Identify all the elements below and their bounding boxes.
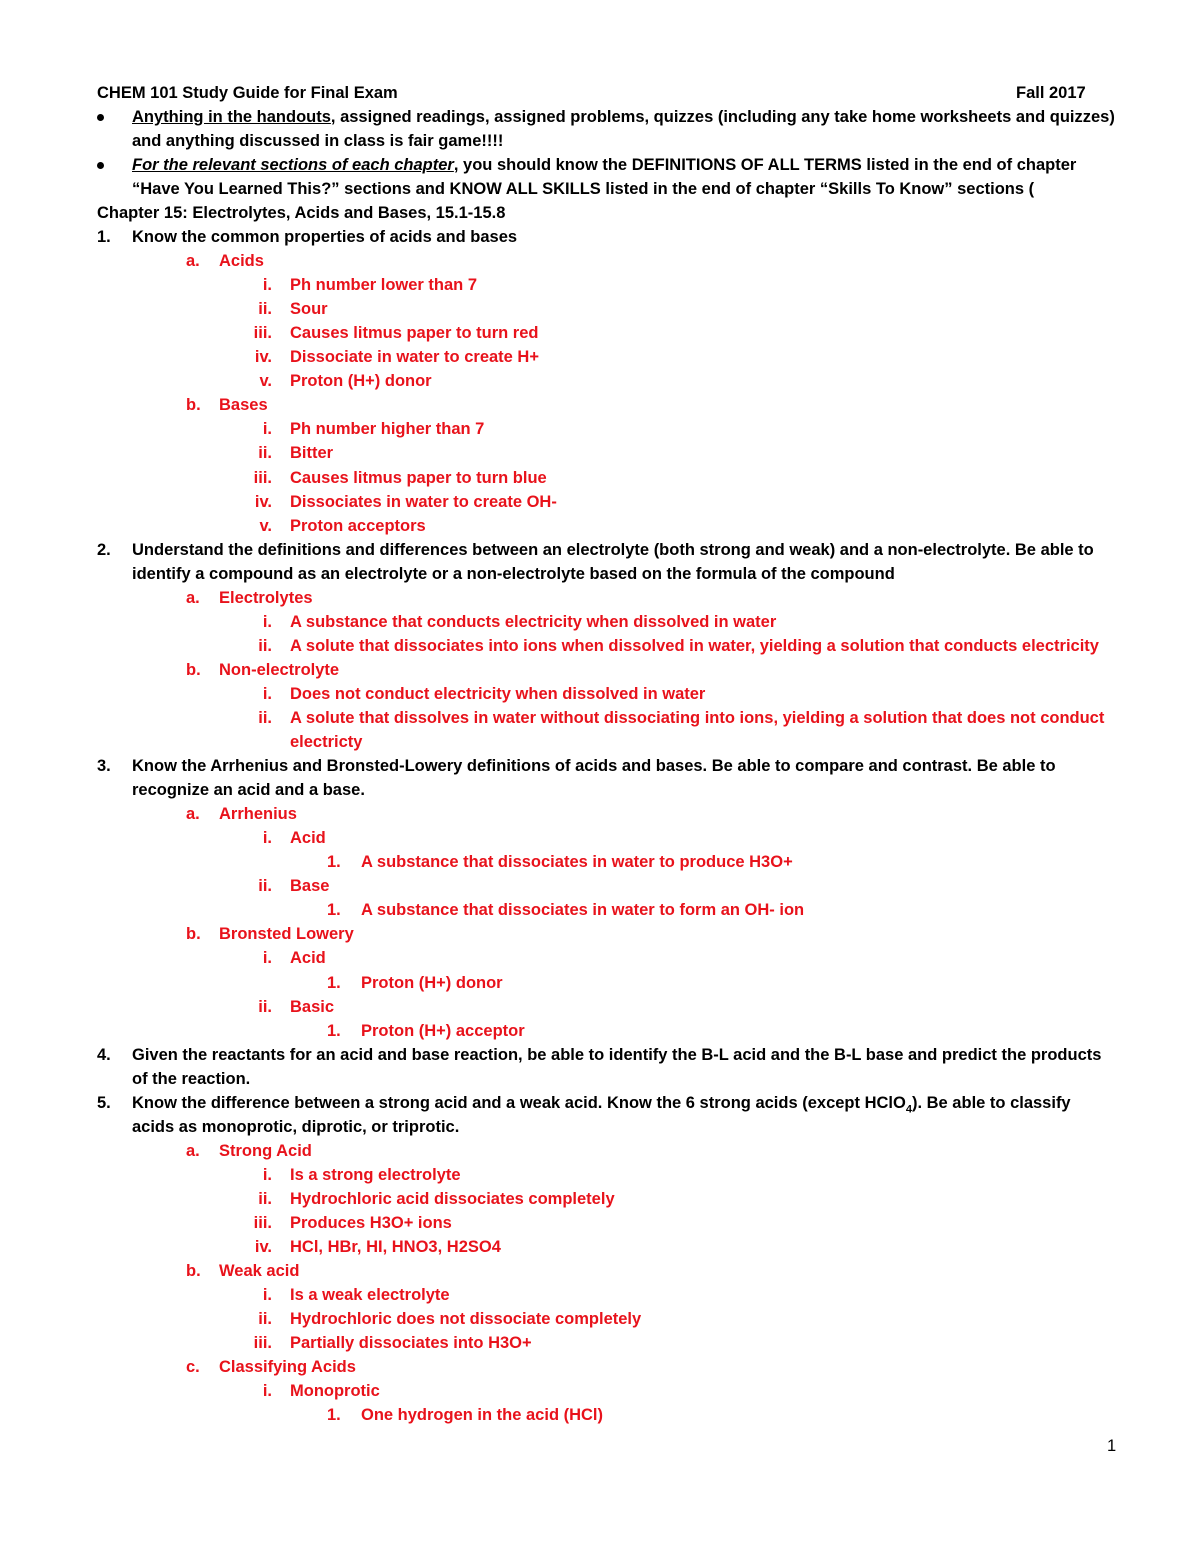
roman-numeral: i. bbox=[262, 276, 272, 294]
question-text: acids as monoprotic, diprotic, or triprotic. bbox=[132, 1118, 460, 1136]
roman-numeral: i. bbox=[262, 949, 272, 967]
roman-numeral: ii. bbox=[258, 1190, 272, 1208]
answer-text: Base bbox=[290, 877, 330, 895]
answer-text: HCl, HBr, HI, HNO3, H2SO4 bbox=[290, 1238, 501, 1256]
answer-text: Basic bbox=[290, 998, 335, 1016]
question-text: of the reaction. bbox=[132, 1070, 251, 1088]
answer-text: A substance that conducts electricity when dissolved in water bbox=[290, 613, 777, 631]
detail-number: 1. bbox=[327, 853, 341, 871]
subtopic-letter: a. bbox=[186, 1142, 200, 1160]
question-text: identify a compound as an electrolyte or a non-electrolyte based on the formula of the compound bbox=[132, 565, 895, 583]
answer-text: Hydrochloric acid dissociates completely bbox=[290, 1190, 615, 1208]
detail-number: 1. bbox=[327, 1406, 341, 1424]
roman-numeral: iv. bbox=[254, 493, 272, 511]
roman-numeral: i. bbox=[262, 613, 272, 631]
subtopic-label: Weak acid bbox=[219, 1262, 300, 1280]
subtopic-label: Classifying Acids bbox=[219, 1358, 356, 1376]
subtopic-label: Non-electrolyte bbox=[219, 661, 340, 679]
roman-numeral: ii. bbox=[258, 300, 272, 318]
subtopic-label: Acids bbox=[219, 252, 264, 270]
answer-text: Ph number higher than 7 bbox=[290, 420, 485, 438]
question-number: 1. bbox=[97, 228, 111, 246]
roman-numeral: i. bbox=[262, 1286, 272, 1304]
answer-text: Proton (H+) donor bbox=[290, 372, 432, 390]
subtopic-label: Electrolytes bbox=[219, 589, 313, 607]
answer-text: Acid bbox=[290, 949, 326, 967]
answer-text: A solute that dissociates into ions when dissolved in water, yielding a solution that conducts electricity bbox=[290, 637, 1099, 655]
detail-text: Proton (H+) acceptor bbox=[361, 1022, 525, 1040]
roman-numeral: ii. bbox=[258, 1310, 272, 1328]
roman-numeral: iv. bbox=[254, 1238, 272, 1256]
detail-number: 1. bbox=[327, 1022, 341, 1040]
roman-numeral: i. bbox=[262, 685, 272, 703]
relevant-sections-text: For the relevant sections of each chapter bbox=[132, 156, 454, 174]
bullet-line: For the relevant sections of each chapter, you should know the DEFINITIONS OF ALL TERMS listed in the end of chapter bbox=[132, 156, 1077, 174]
answer-text: electricty bbox=[290, 733, 363, 751]
answer-text: Bitter bbox=[290, 444, 334, 462]
term-label: Fall 2017 bbox=[1016, 84, 1086, 102]
chapter-heading: Chapter 15: Electrolytes, Acids and Bases, 15.1-15.8 bbox=[97, 204, 506, 222]
roman-numeral: ii. bbox=[258, 637, 272, 655]
answer-text: Does not conduct electricity when dissolved in water bbox=[290, 685, 706, 703]
page-number: 1 bbox=[1107, 1437, 1117, 1455]
question-number: 2. bbox=[97, 541, 111, 559]
document-title: CHEM 101 Study Guide for Final Exam bbox=[97, 84, 398, 102]
question-number: 4. bbox=[97, 1046, 111, 1064]
roman-numeral: iii. bbox=[253, 324, 272, 342]
roman-numeral: i. bbox=[262, 420, 272, 438]
subtopic-letter: a. bbox=[186, 252, 200, 270]
subtopic-label: Arrhenius bbox=[219, 805, 297, 823]
question-number: 3. bbox=[97, 757, 111, 775]
subtopic-letter: b. bbox=[186, 925, 201, 943]
detail-text: A substance that dissociates in water to form an OH- ion bbox=[361, 901, 805, 919]
answer-text: Proton acceptors bbox=[290, 517, 426, 535]
detail-text: One hydrogen in the acid (HCl) bbox=[361, 1406, 604, 1424]
roman-numeral: iv. bbox=[254, 348, 272, 366]
roman-numeral: i. bbox=[262, 1166, 272, 1184]
roman-numeral: ii. bbox=[258, 998, 272, 1016]
question-text: Know the common properties of acids and bases bbox=[132, 228, 518, 246]
subtopic-letter: b. bbox=[186, 1262, 201, 1280]
detail-text: Proton (H+) donor bbox=[361, 974, 503, 992]
answer-text: Causes litmus paper to turn blue bbox=[290, 469, 547, 487]
answer-text: Monoprotic bbox=[290, 1382, 380, 1400]
subtopic-letter: c. bbox=[186, 1358, 200, 1376]
question-text: recognize an acid and a base. bbox=[132, 781, 365, 799]
subtopic-letter: b. bbox=[186, 396, 201, 414]
roman-numeral: i. bbox=[262, 829, 272, 847]
bullet-icon bbox=[97, 114, 104, 121]
roman-numeral: v. bbox=[259, 517, 272, 535]
subtopic-letter: b. bbox=[186, 661, 201, 679]
subtopic-letter: a. bbox=[186, 805, 200, 823]
answer-text: A solute that dissolves in water without dissociating into ions, yielding a solution that does not conduct bbox=[290, 709, 1105, 727]
question-number: 5. bbox=[97, 1094, 111, 1112]
answer-text: Produces H3O+ ions bbox=[290, 1214, 452, 1232]
handouts-link: Anything in the handouts bbox=[132, 108, 331, 126]
roman-numeral: i. bbox=[262, 1382, 272, 1400]
question-text: Understand the definitions and differences between an electrolyte (both strong and weak) and a non-electrolyte. Be able to bbox=[132, 541, 1094, 559]
bullet-icon bbox=[97, 162, 104, 169]
subtopic-label: Strong Acid bbox=[219, 1142, 312, 1160]
answer-text: Dissociates in water to create OH- bbox=[290, 493, 557, 511]
subtopic-letter: a. bbox=[186, 589, 200, 607]
answer-text: Is a strong electrolyte bbox=[290, 1166, 461, 1184]
detail-text: A substance that dissociates in water to produce H3O+ bbox=[361, 853, 793, 871]
question-text: Know the difference between a strong acid and a weak acid. Know the 6 strong acids (except HClO$_4$). Be able to classify bbox=[132, 1094, 1071, 1116]
roman-numeral: iii. bbox=[253, 1334, 272, 1352]
answer-text: Causes litmus paper to turn red bbox=[290, 324, 539, 342]
roman-numeral: ii. bbox=[258, 709, 272, 727]
roman-numeral: v. bbox=[259, 372, 272, 390]
subtopic-label: Bases bbox=[219, 396, 268, 414]
bullet-line: Anything in the handouts, assigned readings, assigned problems, quizzes (including any take home worksheets and quizzes) bbox=[132, 108, 1115, 126]
answer-text: Is a weak electrolyte bbox=[290, 1286, 450, 1304]
roman-numeral: iii. bbox=[253, 1214, 272, 1232]
roman-numeral: iii. bbox=[253, 469, 272, 487]
roman-numeral: ii. bbox=[258, 444, 272, 462]
answer-text: Sour bbox=[290, 300, 328, 318]
subtopic-label: Bronsted Lowery bbox=[219, 925, 354, 943]
answer-text: Hydrochloric does not dissociate completely bbox=[290, 1310, 642, 1328]
answer-text: Partially dissociates into H3O+ bbox=[290, 1334, 532, 1352]
answer-text: Dissociate in water to create H+ bbox=[290, 348, 539, 366]
answer-text: Ph number lower than 7 bbox=[290, 276, 478, 294]
roman-numeral: ii. bbox=[258, 877, 272, 895]
detail-number: 1. bbox=[327, 974, 341, 992]
bullet-continuation: and anything discussed in class is fair game!!!! bbox=[132, 132, 504, 150]
question-text: Know the Arrhenius and Bronsted-Lowery definitions of acids and bases. Be able to compare and contrast. Be able to bbox=[132, 757, 1056, 775]
bullet-continuation: “Have You Learned This?” sections and KNOW ALL SKILLS listed in the end of chapter “Skills To Know” sections ( bbox=[132, 180, 1035, 198]
answer-text: Acid bbox=[290, 829, 326, 847]
detail-number: 1. bbox=[327, 901, 341, 919]
question-text: Given the reactants for an acid and base reaction, be able to identify the B-L acid and the B-L base and predict the products bbox=[132, 1046, 1102, 1064]
